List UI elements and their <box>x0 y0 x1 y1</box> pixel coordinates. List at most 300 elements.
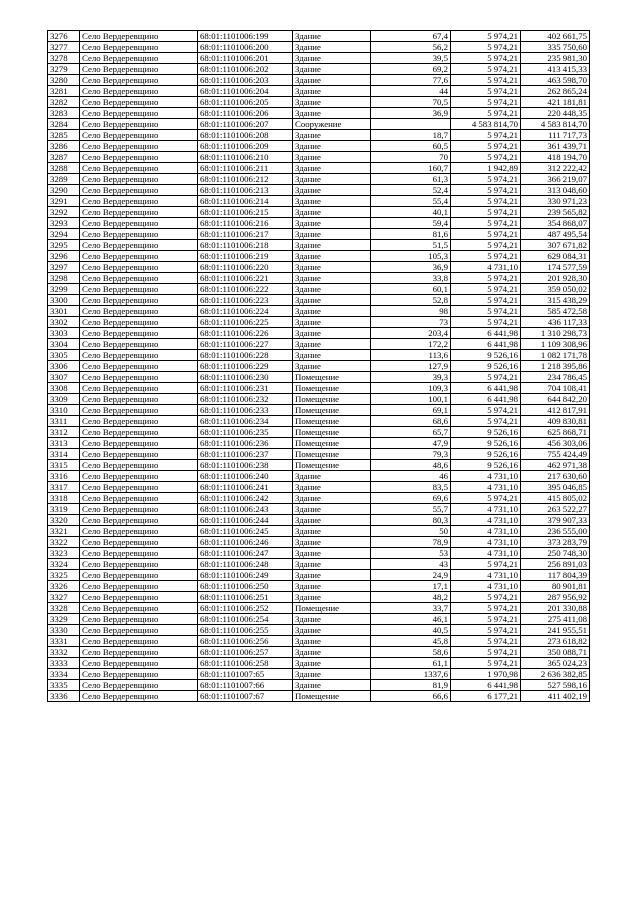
cadastral-number-cell: 68:01:1101006:255 <box>198 625 293 636</box>
unit-value-cell: 9 526,16 <box>451 460 521 471</box>
cadastral-value-cell: 250 748,30 <box>521 548 590 559</box>
area-cell: 69,6 <box>371 493 451 504</box>
cadastral-number-cell: 68:01:1101006:226 <box>198 328 293 339</box>
row-number-cell: 3327 <box>48 592 80 603</box>
cadastral-value-cell: 262 865,24 <box>521 86 590 97</box>
cadastral-value-cell: 704 108,41 <box>521 383 590 394</box>
locality-cell: Село Вердеревщино <box>80 218 198 229</box>
cadastral-number-cell: 68:01:1101006:199 <box>198 31 293 42</box>
table-row <box>48 526 590 537</box>
cadastral-number-cell: 68:01:1101006:215 <box>198 207 293 218</box>
locality-cell: Село Вердеревщино <box>80 361 198 372</box>
cadastral-number-cell: 68:01:1101006:212 <box>198 174 293 185</box>
locality-cell: Село Вердеревщино <box>80 482 198 493</box>
row-number-cell: 3300 <box>48 295 80 306</box>
cadastral-number-cell: 68:01:1101006:200 <box>198 42 293 53</box>
object-type-cell: Здание <box>293 515 371 526</box>
unit-value-cell: 5 974,21 <box>451 658 521 669</box>
area-cell: 46 <box>371 471 451 482</box>
cadastral-value-cell: 236 555,00 <box>521 526 590 537</box>
cadastral-value-cell: 527 598,16 <box>521 680 590 691</box>
cadastral-value-cell: 456 303,06 <box>521 438 590 449</box>
area-cell: 109,3 <box>371 383 451 394</box>
object-type-cell: Здание <box>293 218 371 229</box>
area-cell: 105,3 <box>371 251 451 262</box>
cadastral-value-cell: 220 448,35 <box>521 108 590 119</box>
unit-value-cell: 5 974,21 <box>451 31 521 42</box>
unit-value-cell: 5 974,21 <box>451 130 521 141</box>
object-type-cell: Здание <box>293 581 371 592</box>
cadastral-number-cell: 68:01:1101006:248 <box>198 559 293 570</box>
cadastral-value-cell: 315 438,29 <box>521 295 590 306</box>
unit-value-cell: 4 731,10 <box>451 504 521 515</box>
locality-cell: Село Вердеревщино <box>80 306 198 317</box>
row-number-cell: 3285 <box>48 130 80 141</box>
table-row <box>48 86 590 97</box>
locality-cell: Село Вердеревщино <box>80 383 198 394</box>
cadastral-value-cell: 585 472,58 <box>521 306 590 317</box>
table-row <box>48 636 590 647</box>
object-type-cell: Здание <box>293 75 371 86</box>
cadastral-number-cell: 68:01:1101006:245 <box>198 526 293 537</box>
object-type-cell: Здание <box>293 504 371 515</box>
object-type-cell: Здание <box>293 636 371 647</box>
unit-value-cell: 5 974,21 <box>451 185 521 196</box>
object-type-cell: Здание <box>293 251 371 262</box>
object-type-cell: Здание <box>293 141 371 152</box>
object-type-cell: Здание <box>293 163 371 174</box>
locality-cell: Село Вердеревщино <box>80 42 198 53</box>
unit-value-cell: 5 974,21 <box>451 614 521 625</box>
cadastral-number-cell: 68:01:1101006:233 <box>198 405 293 416</box>
area-cell: 68,6 <box>371 416 451 427</box>
table-row <box>48 482 590 493</box>
area-cell: 69,1 <box>371 405 451 416</box>
unit-value-cell: 6 441,98 <box>451 383 521 394</box>
unit-value-cell: 5 974,21 <box>451 64 521 75</box>
cadastral-number-cell: 68:01:1101006:244 <box>198 515 293 526</box>
object-type-cell: Здание <box>293 262 371 273</box>
locality-cell: Село Вердеревщино <box>80 53 198 64</box>
unit-value-cell: 5 974,21 <box>451 306 521 317</box>
object-type-cell: Здание <box>293 647 371 658</box>
unit-value-cell: 4 731,10 <box>451 570 521 581</box>
table-row <box>48 42 590 53</box>
row-number-cell: 3286 <box>48 141 80 152</box>
table-row <box>48 284 590 295</box>
area-cell: 61,3 <box>371 174 451 185</box>
cadastral-value-cell: 379 907,33 <box>521 515 590 526</box>
cadastral-value-cell: 463 598,70 <box>521 75 590 86</box>
row-number-cell: 3328 <box>48 603 80 614</box>
area-cell: 73 <box>371 317 451 328</box>
area-cell: 67,4 <box>371 31 451 42</box>
row-number-cell: 3309 <box>48 394 80 405</box>
unit-value-cell: 5 974,21 <box>451 251 521 262</box>
table-row <box>48 592 590 603</box>
locality-cell: Село Вердеревщино <box>80 669 198 680</box>
row-number-cell: 3324 <box>48 559 80 570</box>
unit-value-cell: 9 526,16 <box>451 361 521 372</box>
locality-cell: Село Вердеревщино <box>80 647 198 658</box>
row-number-cell: 3330 <box>48 625 80 636</box>
object-type-cell: Здание <box>293 350 371 361</box>
row-number-cell: 3283 <box>48 108 80 119</box>
area-cell: 47,9 <box>371 438 451 449</box>
locality-cell: Село Вердеревщино <box>80 152 198 163</box>
row-number-cell: 3288 <box>48 163 80 174</box>
area-cell: 58,6 <box>371 647 451 658</box>
table-row <box>48 229 590 240</box>
unit-value-cell: 5 974,21 <box>451 152 521 163</box>
area-cell: 100,1 <box>371 394 451 405</box>
cadastral-number-cell: 68:01:1101006:236 <box>198 438 293 449</box>
cadastral-value-cell: 359 050,02 <box>521 284 590 295</box>
object-type-cell: Здание <box>293 559 371 570</box>
area-cell: 78,9 <box>371 537 451 548</box>
locality-cell: Село Вердеревщино <box>80 394 198 405</box>
locality-cell: Село Вердеревщино <box>80 350 198 361</box>
locality-cell: Село Вердеревщино <box>80 493 198 504</box>
area-cell: 79,3 <box>371 449 451 460</box>
area-cell: 60,1 <box>371 284 451 295</box>
row-number-cell: 3295 <box>48 240 80 251</box>
table-row <box>48 405 590 416</box>
cadastral-value-cell: 201 928,30 <box>521 273 590 284</box>
locality-cell: Село Вердеревщино <box>80 196 198 207</box>
object-type-cell: Помещение <box>293 405 371 416</box>
cadastral-number-cell: 68:01:1101006:224 <box>198 306 293 317</box>
table-row <box>48 493 590 504</box>
table-row <box>48 174 590 185</box>
unit-value-cell: 5 974,21 <box>451 273 521 284</box>
table-body <box>48 31 590 702</box>
cadastral-number-cell: 68:01:1101006:216 <box>198 218 293 229</box>
row-number-cell: 3317 <box>48 482 80 493</box>
object-type-cell: Здание <box>293 185 371 196</box>
object-type-cell: Здание <box>293 317 371 328</box>
row-number-cell: 3318 <box>48 493 80 504</box>
area-cell: 46,1 <box>371 614 451 625</box>
cadastral-value-cell: 361 439,71 <box>521 141 590 152</box>
table-row <box>48 152 590 163</box>
table-row <box>48 647 590 658</box>
area-cell: 70 <box>371 152 451 163</box>
area-cell: 48,6 <box>371 460 451 471</box>
object-type-cell: Здание <box>293 284 371 295</box>
table-row <box>48 119 590 130</box>
cadastral-value-cell: 412 817,91 <box>521 405 590 416</box>
row-number-cell: 3314 <box>48 449 80 460</box>
cadastral-number-cell: 68:01:1101006:251 <box>198 592 293 603</box>
locality-cell: Село Вердеревщино <box>80 163 198 174</box>
cadastral-number-cell: 68:01:1101006:225 <box>198 317 293 328</box>
table-row <box>48 680 590 691</box>
table-row <box>48 504 590 515</box>
cadastral-number-cell: 68:01:1101006:250 <box>198 581 293 592</box>
unit-value-cell: 1 970,98 <box>451 669 521 680</box>
locality-cell: Село Вердеревщино <box>80 317 198 328</box>
cadastral-number-cell: 68:01:1101006:240 <box>198 471 293 482</box>
object-type-cell: Помещение <box>293 449 371 460</box>
table-row <box>48 515 590 526</box>
object-type-cell: Здание <box>293 482 371 493</box>
area-cell: 56,2 <box>371 42 451 53</box>
area-cell: 127,9 <box>371 361 451 372</box>
table-row <box>48 614 590 625</box>
unit-value-cell: 5 974,21 <box>451 317 521 328</box>
cadastral-number-cell: 68:01:1101006:230 <box>198 372 293 383</box>
row-number-cell: 3280 <box>48 75 80 86</box>
row-number-cell: 3312 <box>48 427 80 438</box>
object-type-cell: Здание <box>293 31 371 42</box>
unit-value-cell: 5 974,21 <box>451 240 521 251</box>
cadastral-number-cell: 68:01:1101006:222 <box>198 284 293 295</box>
object-type-cell: Здание <box>293 537 371 548</box>
row-number-cell: 3333 <box>48 658 80 669</box>
object-type-cell: Здание <box>293 570 371 581</box>
unit-value-cell: 5 974,21 <box>451 141 521 152</box>
row-number-cell: 3316 <box>48 471 80 482</box>
row-number-cell: 3284 <box>48 119 80 130</box>
table-row <box>48 471 590 482</box>
table-row <box>48 438 590 449</box>
cadastral-value-cell: 354 868,07 <box>521 218 590 229</box>
cadastral-number-cell: 68:01:1101006:201 <box>198 53 293 64</box>
unit-value-cell: 6 441,98 <box>451 394 521 405</box>
cadastral-value-cell: 241 955,51 <box>521 625 590 636</box>
cadastral-number-cell: 68:01:1101006:213 <box>198 185 293 196</box>
locality-cell: Село Вердеревщино <box>80 548 198 559</box>
area-cell: 33,8 <box>371 273 451 284</box>
row-number-cell: 3302 <box>48 317 80 328</box>
area-cell: 81,6 <box>371 229 451 240</box>
locality-cell: Село Вердеревщино <box>80 64 198 75</box>
object-type-cell: Здание <box>293 273 371 284</box>
unit-value-cell: 4 731,10 <box>451 262 521 273</box>
locality-cell: Село Вердеревщино <box>80 559 198 570</box>
area-cell: 24,9 <box>371 570 451 581</box>
unit-value-cell: 4 731,10 <box>451 526 521 537</box>
cadastral-value-cell: 413 415,33 <box>521 64 590 75</box>
object-type-cell: Здание <box>293 669 371 680</box>
locality-cell: Село Вердеревщино <box>80 97 198 108</box>
cadastral-number-cell: 68:01:1101006:205 <box>198 97 293 108</box>
locality-cell: Село Вердеревщино <box>80 251 198 262</box>
area-cell: 55,7 <box>371 504 451 515</box>
table-row <box>48 64 590 75</box>
object-type-cell: Здание <box>293 328 371 339</box>
row-number-cell: 3298 <box>48 273 80 284</box>
object-type-cell: Здание <box>293 471 371 482</box>
cadastral-number-cell: 68:01:1101006:227 <box>198 339 293 350</box>
object-type-cell: Помещение <box>293 427 371 438</box>
unit-value-cell: 5 974,21 <box>451 229 521 240</box>
area-cell: 160,7 <box>371 163 451 174</box>
object-type-cell: Помещение <box>293 603 371 614</box>
cadastral-value-cell: 273 618,82 <box>521 636 590 647</box>
cadastral-number-cell: 68:01:1101007:67 <box>198 691 293 702</box>
row-number-cell: 3326 <box>48 581 80 592</box>
area-cell: 40,1 <box>371 207 451 218</box>
cadastral-value-cell: 80 901,81 <box>521 581 590 592</box>
object-type-cell: Здание <box>293 108 371 119</box>
cadastral-value-cell: 625 868,71 <box>521 427 590 438</box>
locality-cell: Село Вердеревщино <box>80 185 198 196</box>
cadastral-value-cell: 235 981,30 <box>521 53 590 64</box>
cadastral-number-cell: 68:01:1101006:228 <box>198 350 293 361</box>
row-number-cell: 3325 <box>48 570 80 581</box>
area-cell: 36,9 <box>371 108 451 119</box>
table-row <box>48 537 590 548</box>
object-type-cell: Здание <box>293 53 371 64</box>
cadastral-number-cell: 68:01:1101006:249 <box>198 570 293 581</box>
unit-value-cell: 4 731,10 <box>451 537 521 548</box>
unit-value-cell: 4 731,10 <box>451 548 521 559</box>
cadastral-number-cell: 68:01:1101006:246 <box>198 537 293 548</box>
cadastral-number-cell: 68:01:1101006:258 <box>198 658 293 669</box>
table-row <box>48 548 590 559</box>
table-row <box>48 559 590 570</box>
cadastral-value-cell: 117 804,39 <box>521 570 590 581</box>
object-type-cell: Здание <box>293 229 371 240</box>
cadastral-number-cell: 68:01:1101006:208 <box>198 130 293 141</box>
row-number-cell: 3329 <box>48 614 80 625</box>
locality-cell: Село Вердеревщино <box>80 680 198 691</box>
locality-cell: Село Вердеревщино <box>80 625 198 636</box>
object-type-cell: Здание <box>293 240 371 251</box>
locality-cell: Село Вердеревщино <box>80 460 198 471</box>
area-cell: 51,5 <box>371 240 451 251</box>
row-number-cell: 3331 <box>48 636 80 647</box>
table-row <box>48 669 590 680</box>
table-row <box>48 97 590 108</box>
cadastral-number-cell: 68:01:1101006:231 <box>198 383 293 394</box>
cadastral-number-cell: 68:01:1101006:234 <box>198 416 293 427</box>
table-row <box>48 130 590 141</box>
table-row <box>48 207 590 218</box>
row-number-cell: 3308 <box>48 383 80 394</box>
locality-cell: Село Вердеревщино <box>80 262 198 273</box>
cadastral-number-cell: 68:01:1101006:237 <box>198 449 293 460</box>
area-cell: 98 <box>371 306 451 317</box>
unit-value-cell: 9 526,16 <box>451 350 521 361</box>
row-number-cell: 3277 <box>48 42 80 53</box>
cadastral-value-cell: 263 522,27 <box>521 504 590 515</box>
table-row <box>48 691 590 702</box>
cadastral-value-cell: 1 082 171,78 <box>521 350 590 361</box>
object-type-cell: Здание <box>293 42 371 53</box>
cadastral-value-cell: 256 891,03 <box>521 559 590 570</box>
row-number-cell: 3292 <box>48 207 80 218</box>
row-number-cell: 3291 <box>48 196 80 207</box>
unit-value-cell: 4 731,10 <box>451 581 521 592</box>
cadastral-value-cell: 313 048,60 <box>521 185 590 196</box>
unit-value-cell: 5 974,21 <box>451 295 521 306</box>
locality-cell: Село Вердеревщино <box>80 691 198 702</box>
unit-value-cell: 4 583 814,70 <box>451 119 521 130</box>
object-type-cell: Помещение <box>293 383 371 394</box>
area-cell: 203,4 <box>371 328 451 339</box>
row-number-cell: 3293 <box>48 218 80 229</box>
cadastral-number-cell: 68:01:1101006:214 <box>198 196 293 207</box>
area-cell: 45,8 <box>371 636 451 647</box>
locality-cell: Село Вердеревщино <box>80 614 198 625</box>
cadastral-value-cell: 275 411,08 <box>521 614 590 625</box>
unit-value-cell: 9 526,16 <box>451 449 521 460</box>
row-number-cell: 3319 <box>48 504 80 515</box>
area-cell: 50 <box>371 526 451 537</box>
table-row <box>48 570 590 581</box>
locality-cell: Село Вердеревщино <box>80 273 198 284</box>
cadastral-value-cell: 373 283,79 <box>521 537 590 548</box>
table-row <box>48 350 590 361</box>
cadastral-value-cell: 239 565,82 <box>521 207 590 218</box>
area-cell: 80,3 <box>371 515 451 526</box>
locality-cell: Село Вердеревщино <box>80 592 198 603</box>
object-type-cell: Здание <box>293 174 371 185</box>
locality-cell: Село Вердеревщино <box>80 636 198 647</box>
area-cell: 36,9 <box>371 262 451 273</box>
table-row <box>48 218 590 229</box>
row-number-cell: 3282 <box>48 97 80 108</box>
unit-value-cell: 5 974,21 <box>451 174 521 185</box>
unit-value-cell: 6 441,98 <box>451 339 521 350</box>
area-cell: 44 <box>371 86 451 97</box>
object-type-cell: Помещение <box>293 394 371 405</box>
area-cell: 55,4 <box>371 196 451 207</box>
cadastral-value-cell: 350 088,71 <box>521 647 590 658</box>
row-number-cell: 3279 <box>48 64 80 75</box>
locality-cell: Село Вердеревщино <box>80 119 198 130</box>
cadastral-value-cell: 629 084,31 <box>521 251 590 262</box>
table-row <box>48 625 590 636</box>
locality-cell: Село Вердеревщино <box>80 515 198 526</box>
row-number-cell: 3301 <box>48 306 80 317</box>
table-row <box>48 295 590 306</box>
cadastral-value-cell: 4 583 814,70 <box>521 119 590 130</box>
unit-value-cell: 6 177,21 <box>451 691 521 702</box>
cadastral-value-cell: 335 750,60 <box>521 42 590 53</box>
table-row <box>48 394 590 405</box>
locality-cell: Село Вердеревщино <box>80 31 198 42</box>
unit-value-cell: 6 441,98 <box>451 328 521 339</box>
unit-value-cell: 5 974,21 <box>451 284 521 295</box>
cadastral-value-cell: 411 402,19 <box>521 691 590 702</box>
cadastral-value-cell: 287 956,92 <box>521 592 590 603</box>
object-type-cell: Здание <box>293 339 371 350</box>
locality-cell: Село Вердеревщино <box>80 240 198 251</box>
table-row <box>48 581 590 592</box>
cadastral-number-cell: 68:01:1101006:203 <box>198 75 293 86</box>
cadastral-number-cell: 68:01:1101006:232 <box>198 394 293 405</box>
unit-value-cell: 6 441,98 <box>451 680 521 691</box>
area-cell: 43 <box>371 559 451 570</box>
row-number-cell: 3313 <box>48 438 80 449</box>
locality-cell: Село Вердеревщино <box>80 130 198 141</box>
cadastral-value-cell: 217 630,60 <box>521 471 590 482</box>
locality-cell: Село Вердеревщино <box>80 449 198 460</box>
object-type-cell: Здание <box>293 130 371 141</box>
unit-value-cell: 9 526,16 <box>451 427 521 438</box>
object-type-cell: Здание <box>293 97 371 108</box>
table-row <box>48 427 590 438</box>
table-row <box>48 185 590 196</box>
object-type-cell: Здание <box>293 493 371 504</box>
object-type-cell: Здание <box>293 680 371 691</box>
cadastral-value-cell: 487 495,54 <box>521 229 590 240</box>
object-type-cell: Помещение <box>293 372 371 383</box>
